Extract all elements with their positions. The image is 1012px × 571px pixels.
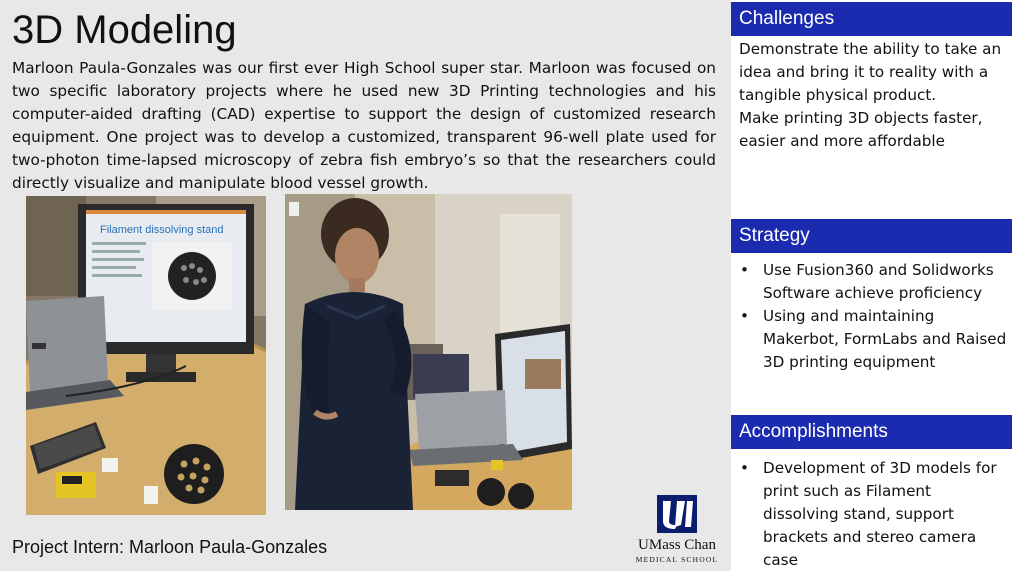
page-title: 3D Modeling (12, 8, 237, 52)
strategy-body (739, 259, 1007, 374)
logo-subtitle: MEDICAL SCHOOL (635, 555, 719, 564)
list-item: • Development of 3D models for print such as Filament dissolving stand, support brackets and stereo camera case (739, 457, 1007, 571)
challenges-body (739, 38, 1007, 153)
list-item: • Using and maintaining Makerbot, FormLabs and Raised 3D printing equipment (739, 305, 1007, 374)
list-item: • Use Fusion360 and Solidworks Software achieve proficiency (739, 259, 1007, 305)
intern-credit: Project Intern: Marloon Paula-Gonzales (12, 537, 328, 557)
photo-intern-at-desk (285, 194, 572, 510)
umass-chan-logo (628, 495, 726, 567)
accomplishments-body (739, 457, 1007, 571)
photo-filament-stand (26, 196, 266, 515)
strategy-list (739, 259, 1007, 374)
challenges-heading: Challenges (731, 2, 1012, 36)
accomplishments-list (739, 457, 1007, 571)
challenges-line: Make printing 3D objects faster, easier and more affordable (739, 109, 983, 150)
screen-title: Filament dissolving stand (100, 224, 224, 236)
logo-name: UMass Chan (638, 537, 716, 553)
strategy-heading: Strategy (731, 219, 1012, 253)
challenges-line: Demonstrate the ability to take an idea and bring it to reality with a tangible physical product. (739, 40, 1002, 104)
accomplishments-heading: Accomplishments (731, 415, 1012, 449)
intro-paragraph: Marloon Paula-Gonzales was our first ever High School super star. Marloon was focused on two specific laboratory projects where he used new 3D Printing technologies and his computer-aided drafting (CAD) expertise to support the design of customized research equipment. One project was to develop a customized, transparent 96-well plate used for two-photon time-lapsed microscopy of zebra fish embryo’s so that the researchers could directly visualize and manipulate blood vessel growth. (12, 59, 716, 192)
umass-logo-icon (657, 495, 697, 533)
